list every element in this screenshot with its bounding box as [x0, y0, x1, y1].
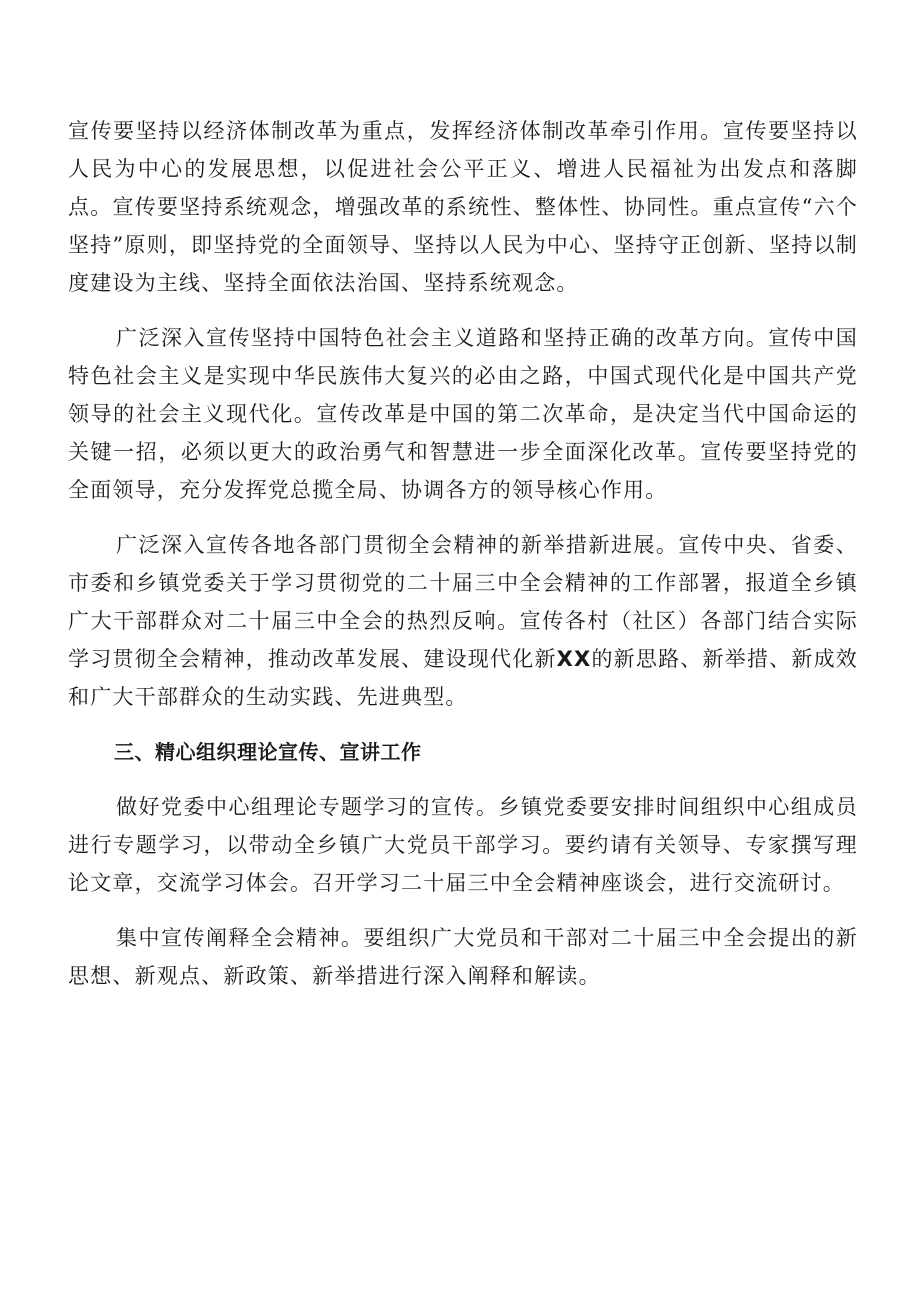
- placeholder-xx: XX: [556, 647, 592, 671]
- paragraph-spacer: [68, 902, 858, 919]
- paragraph-local-progress: [68, 526, 858, 716]
- paragraph-local-progress-text-after: 的新思路、新举措、新成效和广大干部群众的生动实践、先进典型。: [68, 647, 858, 709]
- document-body: [68, 112, 858, 995]
- paragraph-spacer: [68, 771, 858, 788]
- paragraph-spacer: [68, 302, 858, 319]
- paragraph-spacer: [68, 509, 858, 526]
- paragraph-socialism-path: 广泛深入宣传坚持中国特色社会主义道路和坚持正确的改革方向。宣传中国特色社会主义是实现中华民族伟大复兴的必由之路，中国式现代化是中国共产党领导的社会主义现代化。宣传改革是中国的第二次革命，是决定当代中国命运的关键一招，必须以更大的政治勇气和智慧进一步全面深化改革。宣传要坚持党的全面领导，充分发挥党总揽全局、协调各方的领导核心作用。: [68, 326, 858, 502]
- paragraph-reform-focus: 宣传要坚持以经济体制改革为重点，发挥经济体制改革牵引作用。宣传要坚持以人民为中心的发展思想，以促进社会公平正义、增进人民福祉为出发点和落脚点。宣传要坚持系统观念，增强改革的系统性、整体性、协同性。重点宣传“六个坚持”原则，即坚持党的全面领导、坚持以人民为中心、坚持守正创新、坚持以制度建设为主线、坚持全面依法治国、坚持系统观念。: [68, 119, 858, 295]
- paragraph-spacer: [68, 716, 858, 733]
- section-heading: 三、精心组织理论宣传、宣讲工作: [114, 740, 422, 764]
- paragraph-local-progress-text-before: 广泛深入宣传各地各部门贯彻全会精神的新举措新进展。宣传中央、省委、市委和乡镇党委关于学习贯彻党的二十届三中全会精神的工作部署，报道全乡镇广大干部群众对二十届三中全会的热烈反响。宣传各村（社区）各部门结合实际学习贯彻全会精神，推动改革发展、建设现代化新: [68, 533, 858, 671]
- paragraph-study-group: 做好党委中心组理论专题学习的宣传。乡镇党委要安排时间组织中心组成员进行专题学习，以带动全乡镇广大党员干部学习。要约请有关领导、专家撰写理论文章，交流学习体会。召开学习二十届三中全会精神座谈会，进行交流研讨。: [68, 795, 858, 895]
- paragraph-interpretation: 集中宣传阐释全会精神。要组织广大党员和干部对二十届三中全会提出的新思想、新观点、新政策、新举措进行深入阐释和解读。: [68, 926, 858, 988]
